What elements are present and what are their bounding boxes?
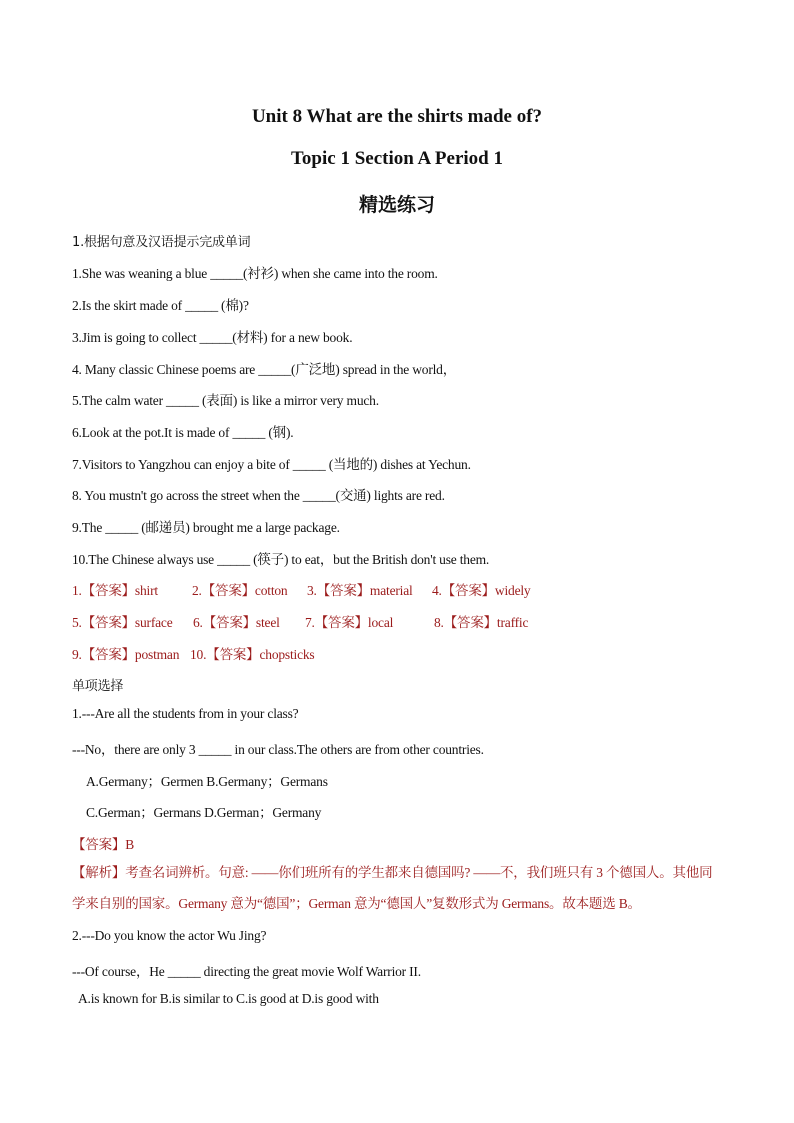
answer-9: 9.【答案】postman (72, 647, 180, 662)
answer-8: 8.【答案】traffic (434, 615, 529, 630)
part1-question-9: 9.The _____ (邮递员) brought me a large package. (72, 520, 340, 535)
part1-heading: 1.根据句意及汉语提示完成单词 (72, 235, 251, 250)
answer-4: 4.【答案】widely (432, 583, 531, 598)
answer-2: 2.【答案】cotton (192, 583, 288, 598)
part1-question-7: 7.Visitors to Yangzhou can enjoy a bite of _____ (当地的) dishes at Yechun. (72, 457, 471, 472)
section-label: 精选练习 (358, 194, 435, 216)
part2-q1-line2: ---No，there are only 3 _____ in our class.The others are from other countries. (72, 742, 484, 757)
part2-q1-options-row2: C.German；Germans D.German；Germany (86, 805, 322, 820)
part1-question-10: 10.The Chinese always use _____ (筷子) to eat，but the British don't use them. (72, 552, 490, 567)
answer-10: 10.【答案】chopsticks (190, 647, 315, 662)
part1-question-4: 4. Many classic Chinese poems are _____(广泛地) spread in the world， (72, 362, 457, 377)
part2-q1-answer: 【答案】B (72, 837, 135, 852)
document-subtitle: Topic 1 Section A Period 1 (290, 148, 503, 169)
part1-question-5: 5.The calm water _____ (表面) is like a mirror very much. (72, 393, 379, 408)
part2-q1-line1: 1.---Are all the students from in your class? (72, 706, 299, 721)
answer-6: 6.【答案】steel (193, 615, 280, 630)
part1-question-2: 2.Is the skirt made of _____ (棉)? (72, 298, 249, 313)
part1-question-6: 6.Look at the pot.It is made of _____ (钢). (72, 425, 294, 440)
part1-question-1: 1.She was weaning a blue _____(衬衫) when she came into the room. (72, 266, 438, 281)
part2-q1-options-row1: A.Germany；Germen B.Germany；Germans (86, 774, 328, 789)
answer-3: 3.【答案】material (307, 583, 413, 598)
document-title: Unit 8 What are the shirts made of? (251, 106, 543, 127)
part2-q2-options: A.is known for B.is similar to C.is good at D.is good with (78, 991, 379, 1006)
part1-question-3: 3.Jim is going to collect _____(材料) for a new book. (72, 330, 353, 345)
answer-7: 7.【答案】local (305, 615, 394, 630)
answer-1: 1.【答案】shirt (72, 583, 158, 598)
part2-q2-line1: 2.---Do you know the actor Wu Jing? (72, 928, 267, 943)
part1-question-8: 8. You mustn't go across the street when the _____(交通) lights are red. (72, 488, 445, 503)
part2-q1-analysis: 【解析】考查名词辨析。句意: ——你们班所有的学生都来自德国吗? ——不，我们班只有 3 个德国人。其他同学来自别的国家。Germany 意为“德国”；German 意为“德国人”复数形式为 Germans。故本题选 B。 (72, 865, 713, 911)
part2-q2-line2: ---Of course，He _____ directing the great movie Wolf Warrior II. (72, 964, 421, 979)
answer-5: 5.【答案】surface (72, 615, 173, 630)
part2-heading: 单项选择 (72, 679, 124, 694)
